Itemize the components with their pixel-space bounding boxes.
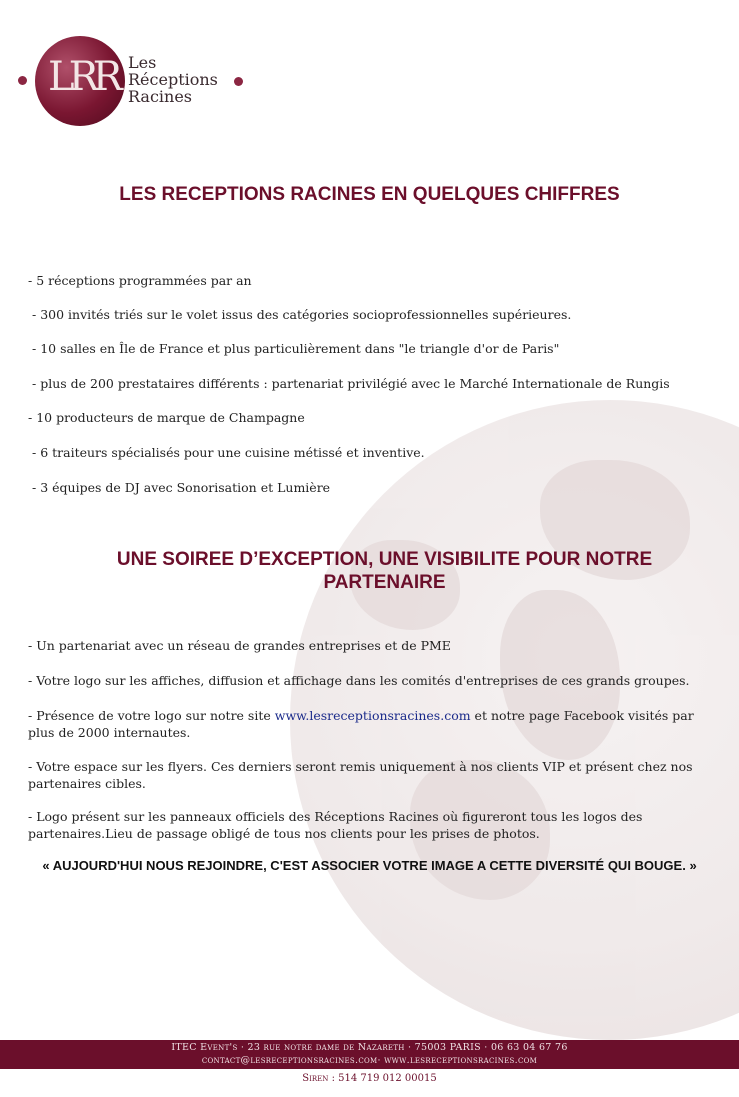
figure-item: - 6 traiteurs spécialisés pour une cuisine métissé et inventive. — [32, 445, 425, 460]
partner-paragraph-text: et notre page Facebook visités par plus de 2000 internautes. — [28, 708, 694, 740]
section-title-partner-line2: PARTENAIRE — [323, 572, 446, 593]
logo-dot-left — [18, 76, 27, 85]
figure-item: - 10 salles en Île de France et plus particulièrement dans "le triangle d'or de Paris" — [32, 341, 560, 356]
logo-name-line3: Racines — [128, 87, 193, 106]
footer-siren: Siren : 514 719 012 00015 — [302, 1073, 437, 1084]
partner-paragraph — [28, 707, 708, 741]
logo — [18, 36, 258, 128]
logo-dot-right — [234, 77, 243, 86]
footer-address: ITEC Event's · 23 rue notre dame de Nazareth · 75003 PARIS · 06 63 04 67 76 — [171, 1042, 568, 1053]
figure-item: - 300 invités triés sur le volet issus des catégories socioprofessionnelles supérieures. — [32, 307, 572, 322]
partner-paragraph: - Votre espace sur les flyers. Ces derniers seront remis uniquement à nos clients VIP et présent chez nos partenaires cibles. — [28, 759, 693, 791]
partner-paragraph-text: - Présence de votre logo sur notre site — [28, 708, 275, 723]
partnership-quote: « AUJOURD'HUI NOUS REJOINDRE, C'EST ASSOCIER VOTRE IMAGE A CETTE DIVERSITÉ QUI BOUGE. » — [42, 858, 697, 873]
logo-name-line1: Les — [128, 53, 157, 72]
footer-band — [0, 1040, 739, 1069]
logo-name-line2: Réceptions — [128, 70, 218, 89]
footer-contact: contact@lesreceptionsracines.com· www.lesreceptionsracines.com — [201, 1055, 538, 1066]
website-link[interactable]: www.lesreceptionsracines.com — [274, 708, 471, 723]
figure-item: - 3 équipes de DJ avec Sonorisation et Lumière — [32, 480, 331, 495]
partner-paragraph: - Un partenariat avec un réseau de grandes entreprises et de PME — [28, 638, 451, 653]
logo-letters: LRR — [48, 54, 117, 100]
figure-item: - plus de 200 prestataires différents : partenariat privilégié avec le Marché Internationale de Rungis — [32, 376, 670, 391]
section-title-figures: LES RECEPTIONS RACINES EN QUELQUES CHIFFRES — [119, 184, 620, 205]
figure-item: - 10 producteurs de marque de Champagne — [28, 410, 305, 425]
figure-item: - 5 réceptions programmées par an — [28, 273, 252, 288]
partner-paragraph: - Logo présent sur les panneaux officiels des Réceptions Racines où figureront tous les logos des partenaires.Lieu de passage obligé de tous nos clients pour les prises de photos. — [28, 809, 643, 841]
section-title-partner — [0, 548, 739, 594]
section-title-partner-line1: UNE SOIREE D’EXCEPTION, UNE VISIBILITE POUR NOTRE — [116, 549, 653, 570]
partner-paragraph: - Votre logo sur les affiches, diffusion et affichage dans les comités d'entreprises de ces grands groupes. — [28, 673, 690, 688]
logo-name — [128, 54, 218, 105]
